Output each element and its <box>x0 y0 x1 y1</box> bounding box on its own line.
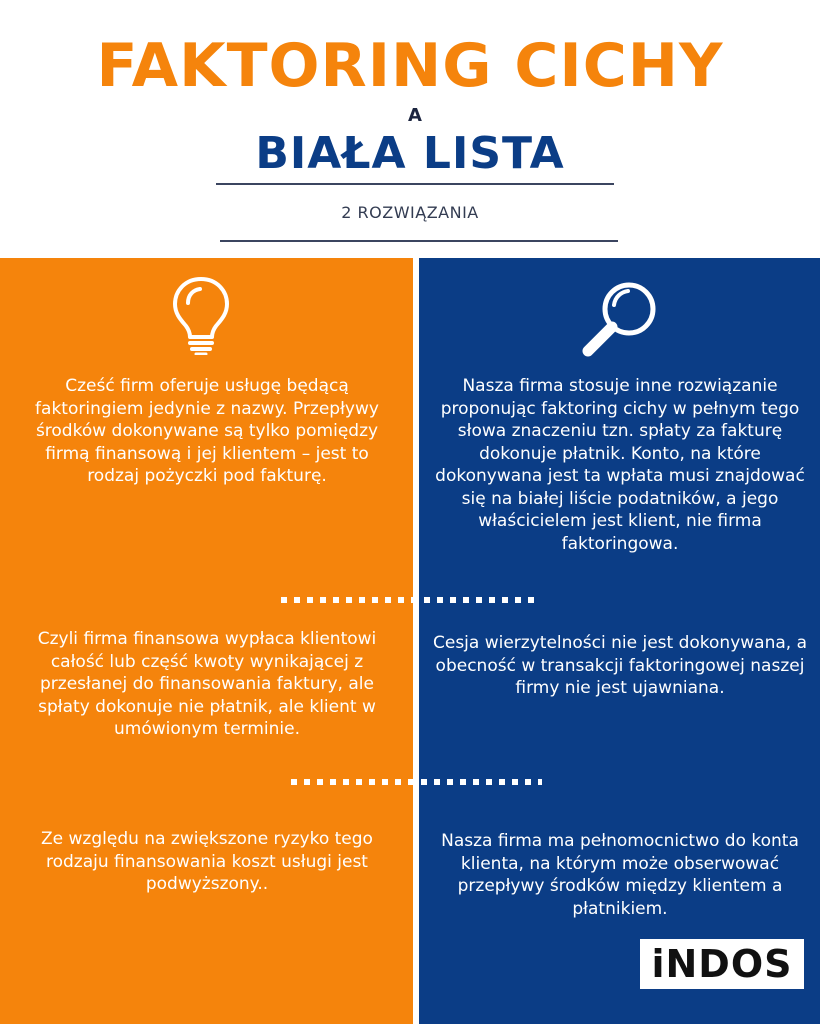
right-paragraph-1: Nasza firma stosuje inne rozwiązanie proponując faktoring cichy w pełnym tego słowa znaczeniu tzn. spłaty za fakturę dokonuje płatnik. Konto, na które dokonywana jest ta wpłata musi znajdować się na białej liście podatników, a jego właścicielem jest klient, nie firma faktoringowa. <box>435 376 805 554</box>
right-paragraph-3: Nasza firma ma pełnomocnictwo do konta klienta, na którym może obserwować przepływy środków między klientem a płatnikiem. <box>441 831 799 919</box>
left-paragraph-2: Czyli firma finansowa wypłaca klientowi całość lub część kwoty wynikającej z przesłanej do finansowania faktury, ale spłaty dokonuje nie płatnik, ale klient w umówionym terminie. <box>37 629 377 739</box>
title-connector: A <box>408 105 422 126</box>
left-paragraph-3: Ze względu na zwiększone ryzyko tego rodzaju finansowania koszt usługi jest podwyższony.. <box>41 829 373 894</box>
logo-text: iNDOS <box>651 942 793 986</box>
left-paragraph-1: Cześć firm oferuje usługę będącą faktoringiem jedynie z nazwy. Przepływy środków dokonywane są tylko pomiędzy firmą finansową i jej klientem – jest to rodzaj pożyczki pod fakturę. <box>35 376 379 486</box>
divider-top <box>216 183 614 185</box>
dotted-separator-1 <box>278 597 536 603</box>
subtitle: 2 ROZWIĄZANIA <box>341 203 479 222</box>
indos-logo <box>640 939 804 989</box>
header <box>0 0 820 258</box>
dotted-separator-2 <box>288 779 544 785</box>
lightbulb-icon <box>170 275 232 355</box>
magnifier-icon <box>574 279 662 359</box>
divider-bottom <box>220 240 618 242</box>
right-paragraph-2: Cesja wierzytelności nie jest dokonywana, a obecność w transakcji faktoringowej naszej firmy nie jest ujawniana. <box>432 633 808 698</box>
title-top: FAKTORING CICHY <box>96 31 724 101</box>
title-bottom: BIAŁA LISTA <box>255 128 565 179</box>
